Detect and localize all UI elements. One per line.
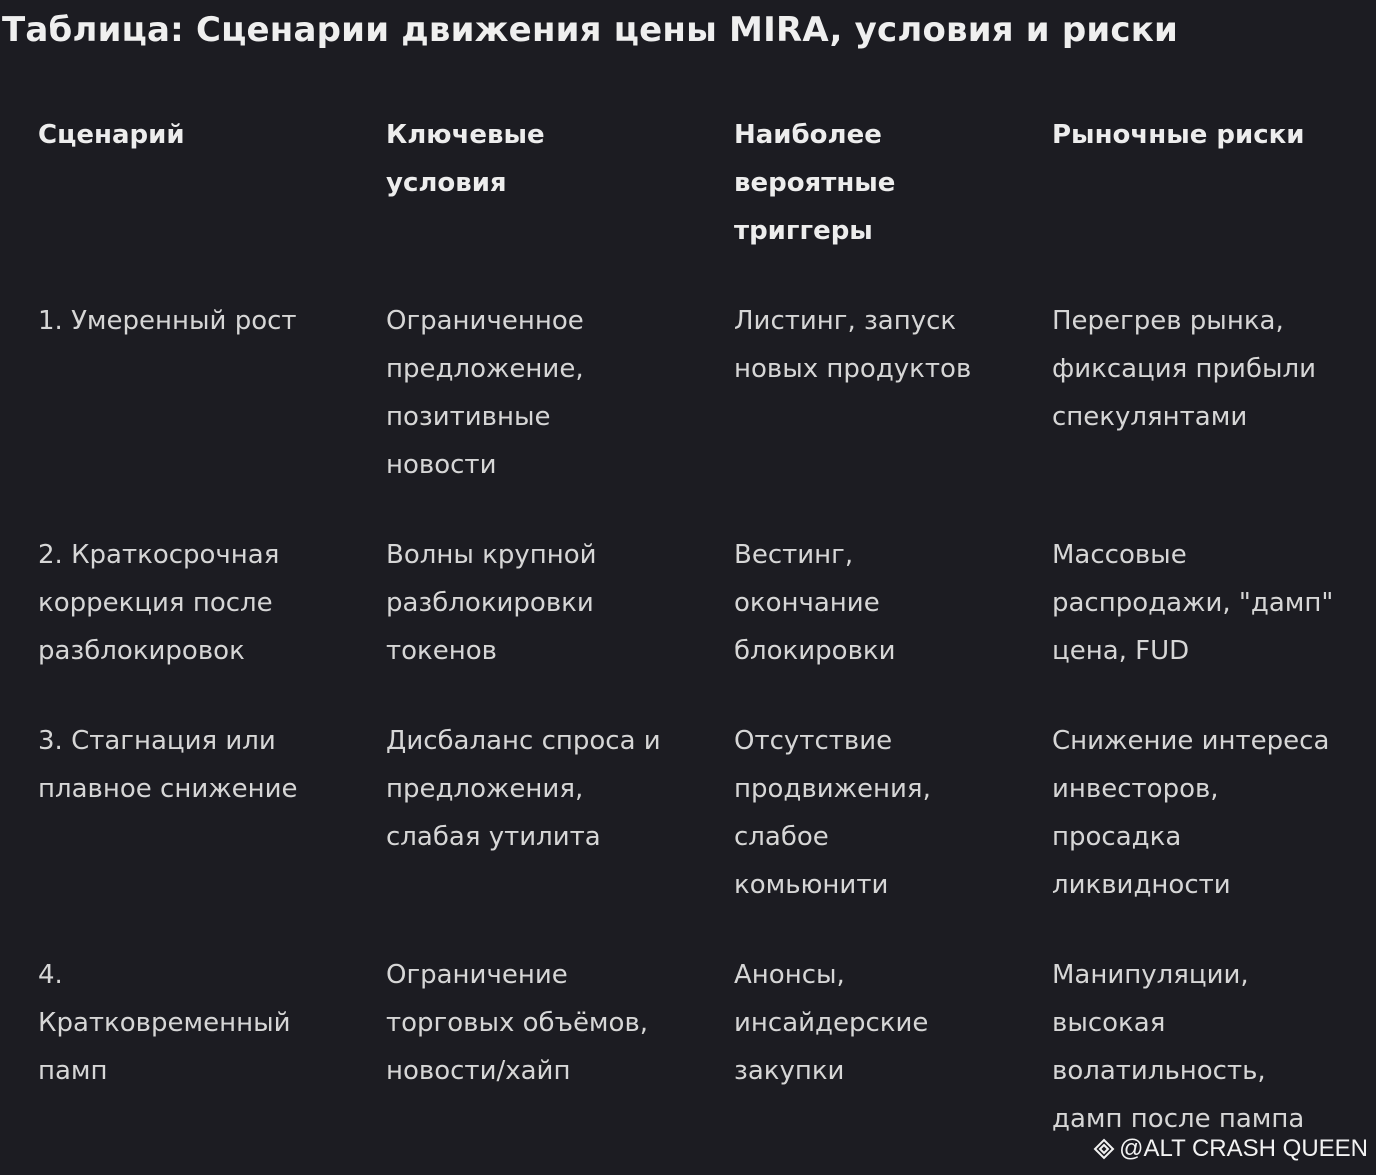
table-cell: Анонсы, инсайдерские закупки: [734, 960, 929, 1086]
table-cell: 3. Стагнация или плавное снижение: [38, 726, 298, 804]
table-cell: Ограничение торговых объёмов, новости/хайп: [386, 960, 649, 1086]
header-scenario: Сценарий: [38, 120, 185, 150]
binance-square-icon: [1093, 1138, 1115, 1160]
header-triggers: Наиболее вероятные триггеры: [734, 120, 896, 246]
table-cell: Дисбаланс спроса и предложения, слабая утилита: [386, 726, 661, 852]
author-watermark: [1093, 1135, 1368, 1163]
table-cell: Отсутствие продвижения, слабое комьюнити: [734, 726, 931, 900]
page-title: Таблица: Сценарии движения цены MIRA, условия и риски: [2, 10, 1179, 50]
table-cell: 2. Краткосрочная коррекция после разблокировок: [38, 540, 280, 666]
table-cell: Перегрев рынка, фиксация прибыли спекулянтами: [1052, 306, 1317, 432]
table-cell: 4. Кратковременный памп: [38, 960, 291, 1086]
table-cell: Снижение интереса инвесторов, просадка ликвидности: [1052, 726, 1330, 900]
table-cell: 1. Умеренный рост: [38, 306, 297, 336]
table-cell: Массовые распродажи, "дамп" цена, FUD: [1052, 540, 1334, 666]
header-market-risks: Рыночные риски: [1052, 120, 1305, 150]
watermark-text: @ALT CRASH QUEEN: [1119, 1135, 1368, 1162]
table-cell: Ограниченное предложение, позитивные новости: [386, 306, 584, 480]
header-key-conditions: Ключевые условия: [386, 120, 545, 198]
table-cell: Листинг, запуск новых продуктов: [734, 306, 972, 384]
table-cell: Волны крупной разблокировки токенов: [386, 540, 597, 666]
table-cell: Вестинг, окончание блокировки: [734, 540, 896, 666]
table-cell: Манипуляции, высокая волатильность, дамп после пампа: [1052, 960, 1305, 1134]
